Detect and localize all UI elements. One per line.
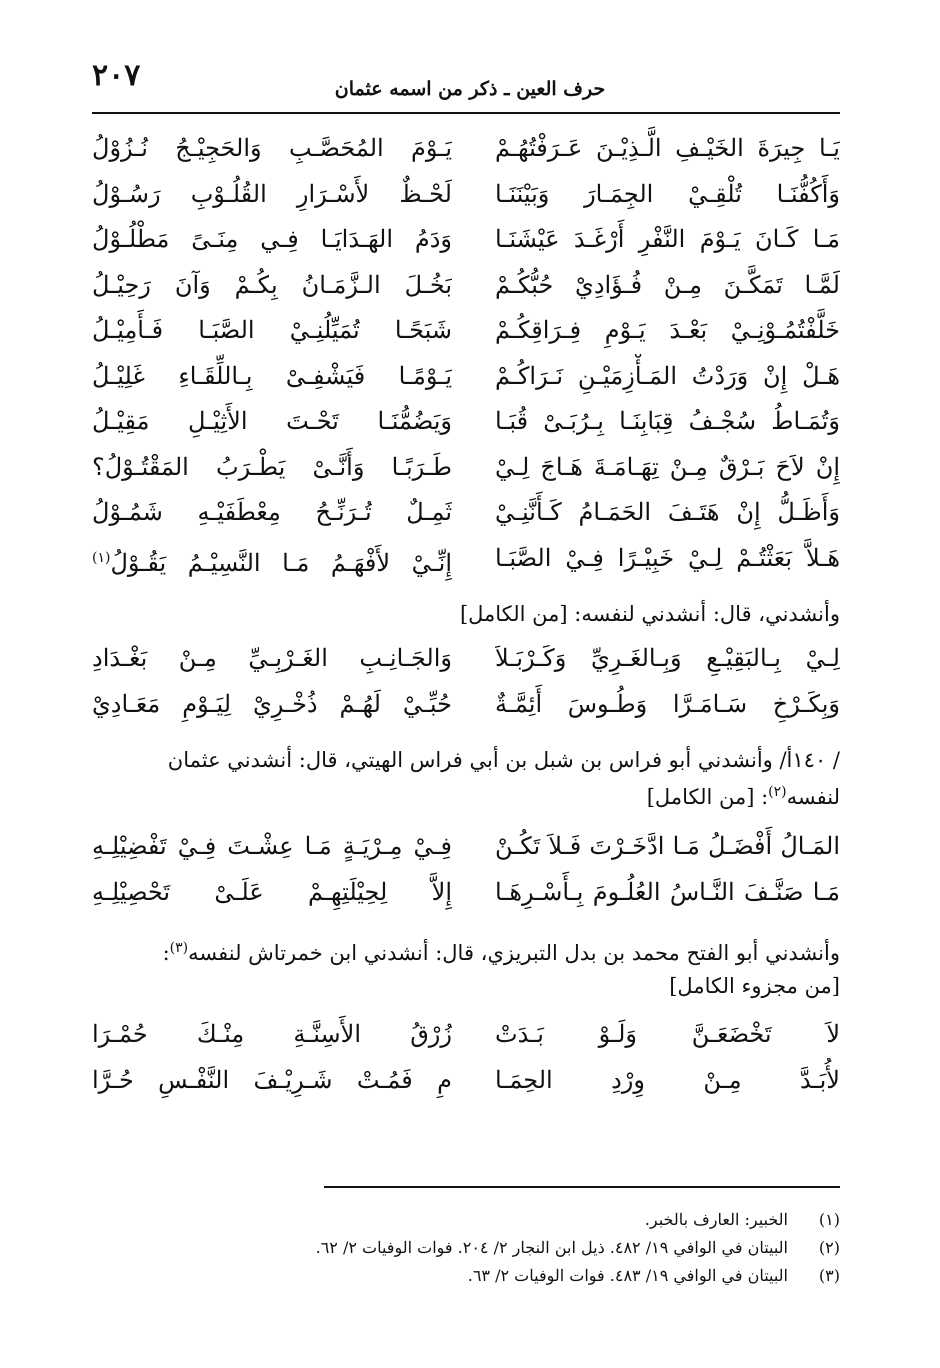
footnote-ref-2[interactable]: (٢) [768,784,787,800]
intro-text: وأنشدني أبو الفتح محمد بن بدل التبريزي، قال: أنشدني ابن خمرتاش لنفسه [188,941,840,965]
second-hemistich: يَـوْمًـا فَيَشْفِـىْ بِـاللِّقَـاءِ غَلِيْـلُ [92,361,452,390]
verse-line [92,308,840,354]
first-hemistich: لَمَّـا تَمَكَّـنَ مِـنْ فُـؤَادِيْ حُبُّكُـمْ [495,270,840,299]
verse-line [92,636,840,682]
meter-label: : [من الكامل] [646,785,769,809]
first-hemistich: وَتُمَـاطُ سُجْـفُ قِبَابِنَـا بِـرُبَـىْ قُبَـا [495,407,840,435]
verse-line [92,1012,840,1058]
verse-line [92,490,840,536]
poem-4 [92,1012,840,1103]
second-hemistich: وَالجَـانِـبِ الغَـرْبِـيِّ مِـنْ بَغْـدَادِ [92,644,452,672]
poem-2 [92,636,840,727]
second-hemistich [92,536,452,582]
footnotes [92,1206,840,1290]
footnote-number: (٢) [818,1238,840,1257]
second-hemistich: ثَمِـلٌ تُـرَنِّـحُ مِعْطَفَيْـهِ شَمُـوْلُ [92,498,452,526]
verse-line [92,870,840,916]
running-title: حرف العين ـ ذكر من اسمه عثمان [334,78,606,100]
footnote-1 [92,1206,840,1234]
first-hemistich: لأُبَـدَّ مِـنْ وِرْدِ الحِمَـا [495,1065,840,1094]
second-hemistich: لَحْـظٌ لأَسْـرَارِ القُلُـوْبِ رَسُـوْلُ [92,179,452,208]
poem-4-intro [92,932,840,969]
poem-2-intro: وأنشدني، قال: أنشدني لنفسه: [من الكامل] [459,602,840,626]
second-hemistich: إِلاَّ لِحِيْلَتِهِـمْ عَلَـىْ تَحْصِيْلِـهِ [92,877,452,906]
second-hemistich: بَخُـلَ الـزَّمَـانُ بِكُـمْ وَآنَ رَحِيْـلُ [92,270,452,299]
first-hemistich: خَلَّفْتُمُـوْنِـيْ بَعْـدَ يَـوْمِ فِـرَاقِكُـمْ [495,316,840,344]
first-hemistich: مَـا صَنَّـفَ النَّـاسُ العُلُـومَ بِـأَسْـرِهَـا [495,877,840,906]
verse-line [92,172,840,218]
first-hemistich: هَـلْ إِنْ وَرَدْتُ المَـأْزِمَيْـنِ نَـرَاكُـمْ [495,361,840,390]
page-number: ٢٠٧ [92,58,141,93]
second-hemistich: حُبِّـيْ لَهُـمْ ذُخْـرِيْ لِيَـوْمِ مَعَـادِيْ [92,689,452,718]
intro-colon: : [162,941,170,965]
verse-line [92,682,840,728]
second-hemistich: وَدَمُ الهَـدَايَـا فِـي مِنَـىً مَطْلُـوْلُ [92,225,452,253]
footnote-text: البيتان في الوافي ١٩/ ٤٨٢. ذيل ابن النجار ٢/ ٢٠٤. فوات الوفيات ٢/ ٦٢. [315,1238,788,1257]
poem-1 [92,126,840,581]
poem-3 [92,824,840,915]
footnote-number: (١) [818,1210,840,1229]
second-hemistich: فِـيْ مِـرْيَـةٍ مَـا عِشْـتَ فِـيْ تَفْضِيْلِـهِ [92,832,452,860]
verse-line [92,263,840,309]
second-hemistich: مِ فَمُـتْ شَـرِيْـفَ النَّفْـسِ حُـرَّا [92,1065,452,1094]
first-hemistich: مَـا كَـانَ يَـوْمَ النَّفْرِ أَرْغَـدَ عَيْشَنَـا [495,225,840,253]
verse-line [92,824,840,870]
first-hemistich: وَبِكَـرْخِ سَـامَـرَّا وَطُـوسَ أَئِمَّـةٌ [495,689,840,718]
footnote-text: البيتان في الوافي ١٩/ ٤٨٣. فوات الوفيات ٢/ ٦٣. [467,1266,788,1285]
first-hemistich: لاَ تَخْضَعَـنَّ وَلَـوْ بَـدَتْ [495,1020,840,1048]
poem-3-intro [92,744,840,813]
footnote-2 [92,1234,840,1262]
first-hemistich: هَـلاَّ بَعَثْتُـمْ لِـيْ خَبِيْـرًا فِـيْ الصَّبَـا [495,543,840,572]
first-hemistich: المَـالُ أَفْضَـلُ مَـا ادَّخَـرْتَ فَـلاَ تَكُـنْ [495,832,840,860]
hemistich-text: إِنِّـيْ لأَفْهَـمُ مَـا النَّسِيْـمُ يَقُـوْلُ [110,548,452,577]
footnote-number: (٣) [818,1266,840,1285]
meter-label: [من مجزوء الكامل] [669,974,840,998]
footnote-rule [324,1186,840,1188]
verse-line [92,536,840,582]
footnote-ref-3[interactable]: (٣) [169,940,189,956]
footnote-text: الخبير: العارف بالخبر. [644,1210,788,1229]
second-hemistich: وَيَضُمُّنَـا تَحْـتَ الأَثِيْـلِ مَقِيْـلُ [92,407,452,435]
second-hemistich: يَـوْمَ المُحَصَّـبِ وَالحَجِيْـجُ نُـزُوْلُ [92,134,452,162]
verse-line [92,126,840,172]
second-hemistich: شَبَحًـا تُمَيِّلُنِـيْ الصَّبَـا فَـأَمِيْـلُ [92,316,452,344]
second-hemistich: طَـرَبًـا وَأَنَّـىْ يَطْـرَبُ المَقْتُـوْلُ؟ [92,452,452,481]
footnote-ref-1[interactable]: (١) [92,549,111,566]
first-hemistich: لِـيْ بِـالبَقِيْـعِ وَبِـالغَـرِيِّ وَكَـرْبَـلاَ [495,644,840,672]
header-rule [92,112,840,114]
verse-line [92,354,840,400]
verse-line [92,445,840,491]
first-hemistich: إِنْ لاَحَ بَـرْقٌ مِـنْ تِهَـامَـةَ هَـاجَ لِـيْ [495,452,840,481]
second-hemistich: زُرْقُ الأَسِنَّـةِ مِنْـكَ حُمْـرَا [92,1020,452,1048]
first-hemistich: وَأَكُفُّنَـا تُلْقِـيْ الجِمَـارَ وَبَيْنَنَـا [495,179,840,208]
footnote-3 [92,1262,840,1290]
intro-text: / ١٤٠أ/ وأنشدني أبو فراس بن شبل بن أبي فراس الهيتي، قال: أنشدني عثمان لنفسه [167,748,840,809]
verse-line [92,1058,840,1104]
first-hemistich: يَـا جِيرَةَ الخَيْـفِ الَّـذِيْـنَ عَـرَفْتُهُـمْ [495,134,840,162]
verse-line [92,217,840,263]
verse-line [92,399,840,445]
first-hemistich: وَأَظَـلُّ إِنْ هَتَـفَ الحَمَـامُ كَـأَنَّنِـيْ [495,498,840,526]
